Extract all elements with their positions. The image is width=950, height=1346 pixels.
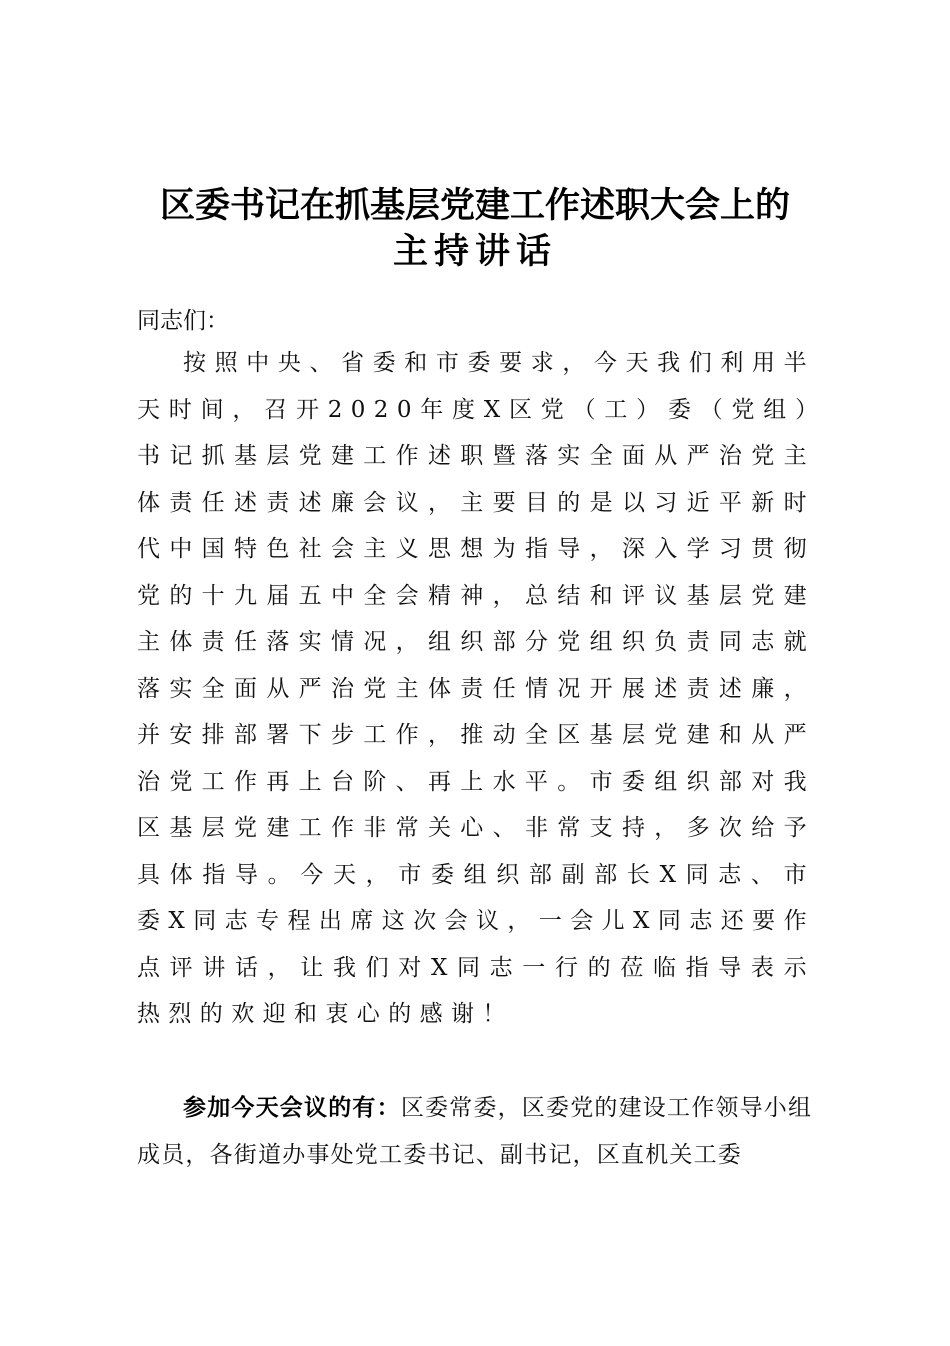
paragraph-2 [137,1085,815,1178]
paragraph-2-lead: 参加今天会议的有： [183,1094,401,1121]
paragraph-1: 按照中央、省委和市委要求，今天我们利用半天时间，召开2020年度X区党（工）委（党组）书记抓基层党建工作述职暨落实全面从严治党主体责任述责述廉会议，主要目的是以习近平新时代中国特色社会主义思想为指导，深入学习贯彻党的十九届五中全会精神，总结和评议基层党建主体责任落实情况，组织部分党组织负责同志就落实全面从严治党主体责任情况开展述责述廉，并安排部署下步工作，推动全区基层党建和从严治党工作再上台阶、再上水平。市委组织部对我区基层党建工作非常关心、非常支持，多次给予具体指导。今天，市委组织部副部长X同志、市委X同志专程出席这次会议，一会儿X同志还要作点评讲话，让我们对X同志一行的莅临指导表示热烈的欢迎和衷心的感谢！ [137,350,815,1027]
paragraph-2-text: 区委常委，区委党的建设工作领导小组成员，各街道办事处党工委书记、副书记，区直机关工委 [137,1095,813,1168]
document-title-line-2: 主持讲话 [392,232,557,272]
document-title-line-1: 区委书记在抓基层党建工作述职大会上的 [159,186,790,226]
salutation: 同志们： [137,308,229,334]
